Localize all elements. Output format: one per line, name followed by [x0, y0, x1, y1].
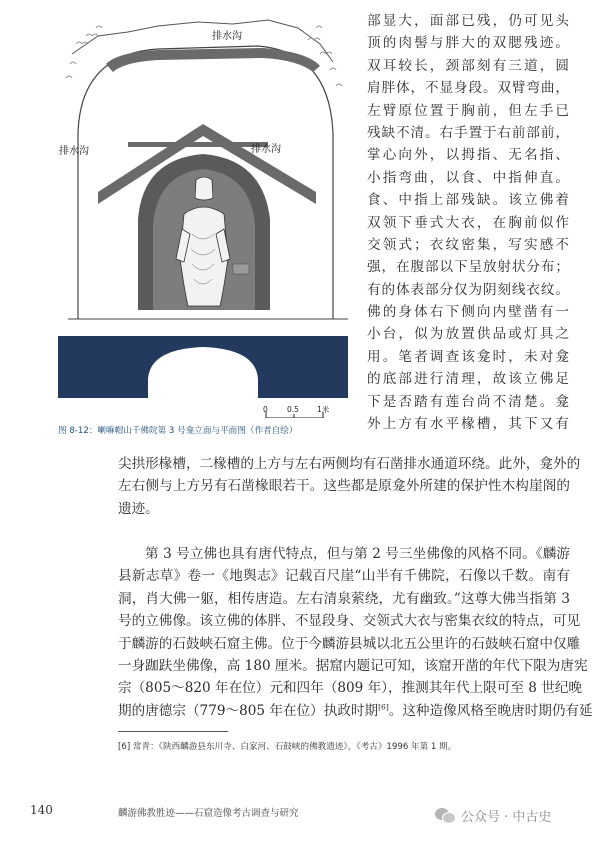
text-line: 号的立佛像。该立佛的体胖、不显段身、交领式大衣与密集衣纹的特点，可见: [118, 613, 581, 630]
wechat-icon: [435, 808, 455, 824]
text-line: 用。笔者调查该龛时，未对龛: [367, 348, 569, 365]
footnote: [6] 常青：《陕西麟游县东川寺、白家河、石鼓峡的佛教遗迹》，《考古》1996 年第 1 期。: [118, 742, 457, 752]
text-line: 外上方有水平椽槽，其下又有: [367, 416, 569, 433]
watermark: [435, 806, 551, 825]
scale-label-half: 0.5: [287, 405, 299, 414]
text-line: 左臂原位置于胸前，但左手已: [367, 102, 569, 119]
running-book-title: 麟游佛教胜迹——石窟造像考古调查与研究: [118, 808, 299, 819]
side-platform: [233, 264, 249, 274]
text-line: 尖拱形椽槽，二椽槽的上方与左右两侧均有石凿排水通道环绕。此外，龛外的: [118, 456, 581, 472]
paragraph-1: [118, 453, 581, 520]
text-line: 洞，肖大佛一躯，相传唐造。左右清泉萦绕，尤有幽致。”这尊大佛当指第 3: [118, 590, 570, 607]
footnote-reference[interactable]: [6]: [378, 702, 389, 712]
text-line: 掌心向外，以拇指、无名指、: [367, 147, 569, 164]
scale-label-1m: 1米: [317, 405, 330, 414]
text-line: 有的体表部分仅为阴刻线衣纹。: [367, 281, 569, 298]
text-line: 于麟游的石鼓峡石窟主佛。位于今麟游县城以北五公里许的石鼓峡石窟中仅雕: [118, 635, 581, 652]
text-line: 强，在腹部以下呈放射状分布；: [367, 259, 569, 276]
label-drain-right: 排水沟: [251, 144, 281, 155]
text-line: 遗迹。: [118, 500, 159, 517]
text-line: 肩胖体，不显身段。双臂弯曲，: [367, 80, 569, 97]
text-line: 残缺不清。右手置于右前部前，: [367, 124, 569, 141]
text-line: 佛的身体右下侧向内壁凿有一: [367, 304, 569, 321]
text-line: 小台，似为放置供品或灯具之: [367, 326, 569, 343]
label-drain-top: 排水沟: [212, 31, 242, 42]
text-line: 双领下垂式大衣，在胸前似作: [367, 214, 569, 231]
text-line: 下是否踏有莲台尚不清楚。龛: [367, 393, 569, 410]
scale-label-0: 0: [263, 405, 268, 414]
text-line: 左右侧与上方另有石凿椽眼若干。这些都是原龛外所建的保护性木构崖阁的: [118, 478, 570, 495]
text-line: 交领式；衣纹密集，写实感不: [367, 236, 569, 253]
text-line-with-footnote: [118, 700, 593, 722]
text-line: 的底部进行清理，故该立佛足: [367, 371, 569, 388]
horizontal-beam-groove: [128, 142, 268, 147]
label-drain-left: 排水沟: [59, 146, 89, 157]
watermark-text: 公众号 · 中古史: [461, 810, 552, 825]
elevation-drawing: [58, 14, 358, 418]
text-line: 一身跏趺坐佛像，高 180 厘米。据窟内题记可知，该窟开凿的年代下限为唐宪: [118, 657, 588, 674]
text-line: 食、中指上部残缺。该立佛着: [367, 192, 569, 209]
footnote-divider: [118, 731, 228, 732]
text-line: 宗（805～820 年在位）元和四年（809 年），推测其年代上限可至 8 世纪晚: [118, 680, 583, 697]
right-column-text: [367, 10, 569, 435]
text-line: 县新志草》卷一《地舆志》记载百尺崖“山半有千佛院，石像以千数。南有: [118, 568, 570, 585]
figure-elevation-plan: [58, 14, 358, 418]
text-line: 第 3 号立佛也具有唐代特点，但与第 2 号三坐佛像的风格不同。《麟游: [145, 546, 570, 562]
text-line: 小指弯曲，以食、中指伸直。: [367, 169, 569, 186]
text-segment: 。这种造像风格至晚唐时期仍有延: [388, 702, 593, 719]
text-segment: 期的唐德宗（779～805 年在位）执政时期: [118, 702, 379, 719]
text-line: 双耳较长，颈部刻有三道，圆: [367, 57, 569, 74]
figure-caption: 图 8-12：喇嘛帽山千佛院第 3 号龛立面与平面图（作者自绘）: [58, 426, 298, 436]
page-number: 140: [30, 803, 53, 817]
text-line: 顶的肉髻与胖大的双腮残迹。: [367, 35, 569, 52]
text-line: 部显大，面部已残，仍可见头: [367, 13, 569, 29]
paragraph-2: [118, 543, 593, 722]
